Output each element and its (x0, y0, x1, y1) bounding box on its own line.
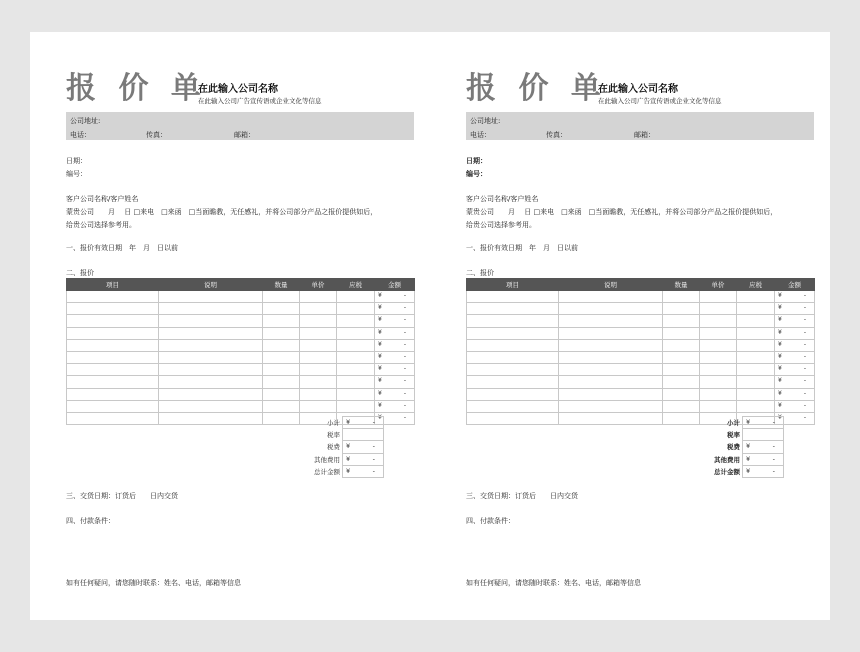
currency-symbol: ¥ (778, 365, 782, 373)
table-cell[interactable] (300, 351, 337, 363)
table-cell[interactable] (737, 364, 775, 376)
table-row (67, 364, 415, 376)
company-name: 在此输入公司名称 (198, 84, 278, 95)
table-cell[interactable] (67, 291, 159, 303)
quote-page-left (30, 32, 430, 620)
table-cell[interactable] (300, 376, 337, 388)
amount-value: - (403, 304, 406, 312)
number-label: 编号： (466, 170, 487, 178)
table-cell[interactable] (663, 400, 700, 412)
amount-value: - (803, 389, 806, 397)
section-delivery: 三、交货日期：订货后 日内交货 (66, 492, 178, 500)
table-cell[interactable] (663, 327, 700, 339)
table-cell[interactable] (559, 364, 663, 376)
table-cell[interactable] (559, 303, 663, 315)
currency-symbol: ¥ (778, 352, 782, 360)
table-cell[interactable] (337, 327, 375, 339)
table-cell[interactable] (300, 327, 337, 339)
currency-symbol: ¥ (778, 340, 782, 348)
table-cell[interactable] (159, 400, 263, 412)
summary-value: - (372, 442, 375, 451)
amount-value: - (403, 352, 406, 360)
table-cell[interactable] (700, 376, 737, 388)
page-title: 报 价 单 (466, 71, 607, 106)
table-row (67, 303, 415, 315)
table-cell[interactable] (159, 388, 263, 400)
column-header: 说明 (559, 279, 663, 291)
address-label: 公司地址: (70, 117, 101, 125)
table-cell[interactable] (737, 339, 775, 351)
column-header: 说明 (159, 279, 263, 291)
table-cell[interactable] (467, 412, 559, 424)
amount-value: - (803, 316, 806, 324)
summary-amount-cell[interactable] (743, 453, 784, 465)
table-cell[interactable] (300, 400, 337, 412)
section-delivery: 三、交货日期：订货后 日内交货 (466, 492, 578, 500)
summary-amount-cell[interactable] (343, 465, 384, 477)
quote-table (466, 278, 815, 425)
table-row (467, 327, 815, 339)
table-cell[interactable] (67, 364, 159, 376)
table-cell[interactable] (737, 303, 775, 315)
table-cell[interactable] (337, 339, 375, 351)
table-cell[interactable] (467, 315, 559, 327)
amount-cell[interactable] (775, 388, 815, 400)
table-cell[interactable] (263, 327, 300, 339)
company-name: 在此输入公司名称 (598, 84, 678, 95)
table-row (467, 303, 815, 315)
phone-label: 电话： (70, 131, 91, 139)
currency-symbol: ¥ (746, 454, 751, 463)
currency-symbol: ¥ (378, 377, 382, 385)
table-cell[interactable] (467, 388, 559, 400)
amount-cell[interactable] (775, 376, 815, 388)
amount-value: - (803, 413, 806, 421)
table-cell[interactable] (300, 291, 337, 303)
table-cell[interactable] (159, 303, 263, 315)
summary-value: - (372, 454, 375, 463)
section-payment: 四、付款条件： (66, 517, 115, 525)
table-row (467, 291, 815, 303)
amount-value: - (803, 304, 806, 312)
date-label: 日期： (466, 157, 487, 165)
summary-amount-cell[interactable] (743, 417, 784, 429)
summary-row (302, 465, 384, 477)
client-label: 客户公司名称/客户姓名 (66, 195, 139, 203)
company-info-band (466, 112, 814, 140)
summary-value: - (772, 442, 775, 451)
currency-symbol: ¥ (778, 401, 782, 409)
summary-value: - (772, 454, 775, 463)
table-cell[interactable] (67, 303, 159, 315)
table-row (67, 400, 415, 412)
summary-row (702, 441, 784, 453)
table-cell[interactable] (737, 315, 775, 327)
table-cell[interactable] (663, 412, 700, 424)
table-cell[interactable] (337, 376, 375, 388)
section-quote: 二、报价 (466, 269, 494, 277)
table-cell[interactable] (263, 400, 300, 412)
table-cell[interactable] (700, 351, 737, 363)
intro-line-2: 给贵公司选择参考用。 (466, 221, 536, 229)
table-cell[interactable] (737, 400, 775, 412)
column-header: 项目 (467, 279, 559, 291)
table-cell[interactable] (467, 364, 559, 376)
table-cell[interactable] (737, 351, 775, 363)
amount-value: - (803, 365, 806, 373)
amount-value: - (803, 328, 806, 336)
table-cell[interactable] (300, 388, 337, 400)
column-header: 数量 (263, 279, 300, 291)
amount-value: - (803, 352, 806, 360)
document-sheet (30, 32, 830, 620)
table-cell[interactable] (67, 327, 159, 339)
amount-value: - (403, 365, 406, 373)
column-header: 金额 (775, 279, 815, 291)
table-cell[interactable] (467, 351, 559, 363)
amount-cell[interactable] (775, 315, 815, 327)
summary-label: 其他费用 (714, 455, 740, 464)
table-cell[interactable] (737, 327, 775, 339)
amount-cell[interactable] (375, 315, 415, 327)
table-cell[interactable] (337, 400, 375, 412)
section-validity: 一、报价有效日期 年 月 日以前 (466, 244, 578, 252)
table-cell[interactable] (467, 327, 559, 339)
summary-row (702, 453, 784, 465)
table-cell[interactable] (559, 291, 663, 303)
table-cell[interactable] (737, 388, 775, 400)
column-header: 应税 (337, 279, 375, 291)
table-cell[interactable] (337, 364, 375, 376)
section-validity: 一、报价有效日期 年 月 日以前 (66, 244, 178, 252)
table-cell[interactable] (159, 327, 263, 339)
summary-value: - (772, 418, 775, 426)
company-slogan: 在此输入公司广告宣传语或企业文化等信息 (198, 97, 322, 105)
summary-table (702, 413, 784, 478)
summary-row (302, 417, 384, 429)
table-cell[interactable] (263, 303, 300, 315)
amount-cell[interactable] (375, 327, 415, 339)
table-cell[interactable] (663, 364, 700, 376)
table-cell[interactable] (337, 303, 375, 315)
table-cell[interactable] (663, 303, 700, 315)
summary-label: 税费 (727, 443, 740, 452)
phone-label: 电话： (470, 131, 491, 139)
currency-symbol: ¥ (346, 466, 351, 475)
table-cell[interactable] (159, 315, 263, 327)
table-cell[interactable] (737, 376, 775, 388)
currency-symbol: ¥ (778, 389, 782, 397)
amount-cell[interactable] (375, 388, 415, 400)
table-cell[interactable] (337, 291, 375, 303)
table-cell[interactable] (159, 412, 263, 424)
table-cell[interactable] (159, 364, 263, 376)
amount-cell[interactable] (775, 351, 815, 363)
table-cell[interactable] (263, 315, 300, 327)
table-cell[interactable] (263, 388, 300, 400)
table-row (67, 291, 415, 303)
table-cell[interactable] (467, 400, 559, 412)
amount-cell[interactable] (775, 339, 815, 351)
amount-value: - (403, 316, 406, 324)
table-cell[interactable] (559, 327, 663, 339)
client-label: 客户公司名称/客户姓名 (466, 195, 539, 203)
table-cell[interactable] (263, 291, 300, 303)
amount-cell[interactable] (775, 364, 815, 376)
amount-cell[interactable] (775, 303, 815, 315)
currency-symbol: ¥ (746, 466, 751, 475)
currency-symbol: ¥ (346, 418, 351, 426)
currency-symbol: ¥ (378, 365, 382, 373)
summary-table (302, 413, 384, 478)
summary-label: 税费 (327, 443, 340, 452)
currency-symbol: ¥ (346, 454, 351, 463)
summary-value: - (372, 418, 375, 426)
currency-symbol: ¥ (778, 328, 782, 336)
table-cell[interactable] (700, 327, 737, 339)
amount-value: - (803, 401, 806, 409)
table-cell[interactable] (663, 339, 700, 351)
currency-symbol: ¥ (746, 418, 751, 426)
summary-row (302, 453, 384, 465)
table-cell[interactable] (663, 376, 700, 388)
table-cell[interactable] (263, 339, 300, 351)
table-cell[interactable] (663, 291, 700, 303)
summary-row (302, 429, 384, 441)
amount-cell[interactable] (375, 364, 415, 376)
currency-symbol: ¥ (378, 340, 382, 348)
table-cell[interactable] (67, 315, 159, 327)
table-cell[interactable] (559, 351, 663, 363)
table-cell[interactable] (67, 388, 159, 400)
table-cell[interactable] (700, 388, 737, 400)
currency-symbol: ¥ (778, 304, 782, 312)
column-header: 单价 (300, 279, 337, 291)
amount-value: - (403, 328, 406, 336)
table-cell[interactable] (337, 315, 375, 327)
company-slogan: 在此输入公司广告宣传语或企业文化等信息 (598, 97, 722, 105)
table-cell[interactable] (159, 339, 263, 351)
table-row (67, 339, 415, 351)
email-label: 邮箱： (634, 131, 655, 139)
column-header: 应税 (737, 279, 775, 291)
table-row (467, 315, 815, 327)
amount-value: - (403, 401, 406, 409)
table-cell[interactable] (300, 303, 337, 315)
table-cell[interactable] (263, 364, 300, 376)
table-cell[interactable] (263, 412, 300, 424)
table-cell[interactable] (700, 339, 737, 351)
table-cell[interactable] (467, 303, 559, 315)
amount-value: - (403, 340, 406, 348)
amount-value: - (403, 292, 406, 299)
table-cell[interactable] (159, 376, 263, 388)
company-info-band (66, 112, 414, 140)
table-row (467, 376, 815, 388)
column-header: 项目 (67, 279, 159, 291)
currency-symbol: ¥ (778, 292, 782, 299)
table-cell[interactable] (159, 291, 263, 303)
page-title: 报 价 单 (66, 71, 207, 106)
currency-symbol: ¥ (778, 413, 782, 421)
currency-symbol: ¥ (346, 442, 351, 451)
table-row (67, 388, 415, 400)
currency-symbol: ¥ (378, 401, 382, 409)
table-cell[interactable] (263, 376, 300, 388)
table-cell[interactable] (700, 315, 737, 327)
number-label: 编号： (66, 170, 87, 178)
table-cell[interactable] (737, 291, 775, 303)
table-cell[interactable] (467, 291, 559, 303)
quote-page-right (430, 32, 830, 620)
table-row (467, 351, 815, 363)
table-cell[interactable] (300, 339, 337, 351)
summary-amount-cell[interactable] (343, 417, 384, 429)
summary-label: 小计 (327, 419, 340, 428)
summary-row (302, 441, 384, 453)
table-cell[interactable] (337, 351, 375, 363)
summary-row (702, 465, 784, 477)
table-cell[interactable] (663, 351, 700, 363)
table-cell[interactable] (559, 315, 663, 327)
summary-amount-cell[interactable] (343, 453, 384, 465)
amount-cell[interactable] (775, 327, 815, 339)
summary-amount-cell[interactable] (743, 441, 784, 453)
table-cell[interactable] (700, 291, 737, 303)
summary-amount-cell[interactable] (743, 429, 784, 441)
summary-label: 税率 (727, 431, 740, 440)
summary-label: 小计 (727, 419, 740, 428)
table-cell[interactable] (67, 376, 159, 388)
contact-footer: 如有任何疑问，请您随时联系：姓名、电话，邮箱等信息 (466, 579, 641, 587)
table-cell[interactable] (467, 339, 559, 351)
amount-cell[interactable] (775, 291, 815, 303)
table-row (67, 327, 415, 339)
table-row (467, 400, 815, 412)
summary-label: 总计金额 (314, 467, 340, 476)
table-cell[interactable] (559, 388, 663, 400)
table-header-row (67, 279, 415, 291)
fax-label: 传真： (146, 131, 167, 139)
currency-symbol: ¥ (378, 389, 382, 397)
table-row (67, 315, 415, 327)
table-cell[interactable] (467, 376, 559, 388)
table-cell[interactable] (559, 400, 663, 412)
amount-cell[interactable] (375, 376, 415, 388)
amount-value: - (803, 377, 806, 385)
currency-symbol: ¥ (778, 377, 782, 385)
summary-amount-cell[interactable] (343, 441, 384, 453)
amount-cell[interactable] (375, 291, 415, 303)
table-row (67, 351, 415, 363)
currency-symbol: ¥ (378, 413, 382, 421)
currency-symbol: ¥ (378, 304, 382, 312)
summary-amount-cell[interactable] (743, 465, 784, 477)
column-header: 数量 (663, 279, 700, 291)
email-label: 邮箱： (234, 131, 255, 139)
amount-cell[interactable] (775, 400, 815, 412)
table-row (467, 388, 815, 400)
contact-footer: 如有任何疑问，请您随时联系：姓名、电话，邮箱等信息 (66, 579, 241, 587)
summary-label: 税率 (327, 431, 340, 440)
column-header: 单价 (700, 279, 737, 291)
table-cell[interactable] (700, 303, 737, 315)
currency-symbol: ¥ (378, 292, 382, 299)
table-cell[interactable] (700, 400, 737, 412)
table-cell[interactable] (67, 412, 159, 424)
date-label: 日期： (66, 157, 87, 165)
table-cell[interactable] (159, 351, 263, 363)
table-cell[interactable] (337, 388, 375, 400)
amount-cell[interactable] (375, 339, 415, 351)
summary-label: 总计金额 (714, 467, 740, 476)
currency-symbol: ¥ (378, 316, 382, 324)
table-cell[interactable] (300, 364, 337, 376)
table-cell[interactable] (559, 376, 663, 388)
table-cell[interactable] (263, 351, 300, 363)
table-cell[interactable] (300, 315, 337, 327)
table-row (67, 376, 415, 388)
intro-line-1: 蒙贵公司 月 日 □来电 □来函 □当面瞻教，无任感礼，并将公司部分产品之报价提供如后， (466, 208, 778, 216)
quote-table (66, 278, 415, 425)
amount-value: - (803, 292, 806, 299)
amount-value: - (803, 340, 806, 348)
table-cell[interactable] (559, 412, 663, 424)
fax-label: 传真： (546, 131, 567, 139)
summary-value: - (772, 466, 775, 475)
table-cell[interactable] (559, 339, 663, 351)
address-label: 公司地址: (470, 117, 501, 125)
section-payment: 四、付款条件： (466, 517, 515, 525)
currency-symbol: ¥ (778, 316, 782, 324)
currency-symbol: ¥ (378, 328, 382, 336)
summary-row (702, 417, 784, 429)
amount-cell[interactable] (375, 400, 415, 412)
currency-symbol: ¥ (746, 442, 751, 451)
table-row (467, 339, 815, 351)
table-header-row (467, 279, 815, 291)
section-quote: 二、报价 (66, 269, 94, 277)
table-cell[interactable] (663, 315, 700, 327)
table-row (467, 364, 815, 376)
amount-value: - (403, 413, 406, 421)
summary-row (702, 429, 784, 441)
summary-label: 其他费用 (314, 455, 340, 464)
amount-value: - (403, 389, 406, 397)
table-cell[interactable] (663, 388, 700, 400)
intro-line-2: 给贵公司选择参考用。 (66, 221, 136, 229)
table-cell[interactable] (67, 339, 159, 351)
summary-amount-cell[interactable] (343, 429, 384, 441)
amount-cell[interactable] (375, 351, 415, 363)
table-cell[interactable] (67, 351, 159, 363)
currency-symbol: ¥ (378, 352, 382, 360)
intro-line-1: 蒙贵公司 月 日 □来电 □来函 □当面瞻教，无任感礼，并将公司部分产品之报价提供如后， (66, 208, 378, 216)
amount-cell[interactable] (375, 303, 415, 315)
table-cell[interactable] (67, 400, 159, 412)
table-cell[interactable] (700, 364, 737, 376)
column-header: 金额 (375, 279, 415, 291)
amount-value: - (403, 377, 406, 385)
summary-value: - (372, 466, 375, 475)
